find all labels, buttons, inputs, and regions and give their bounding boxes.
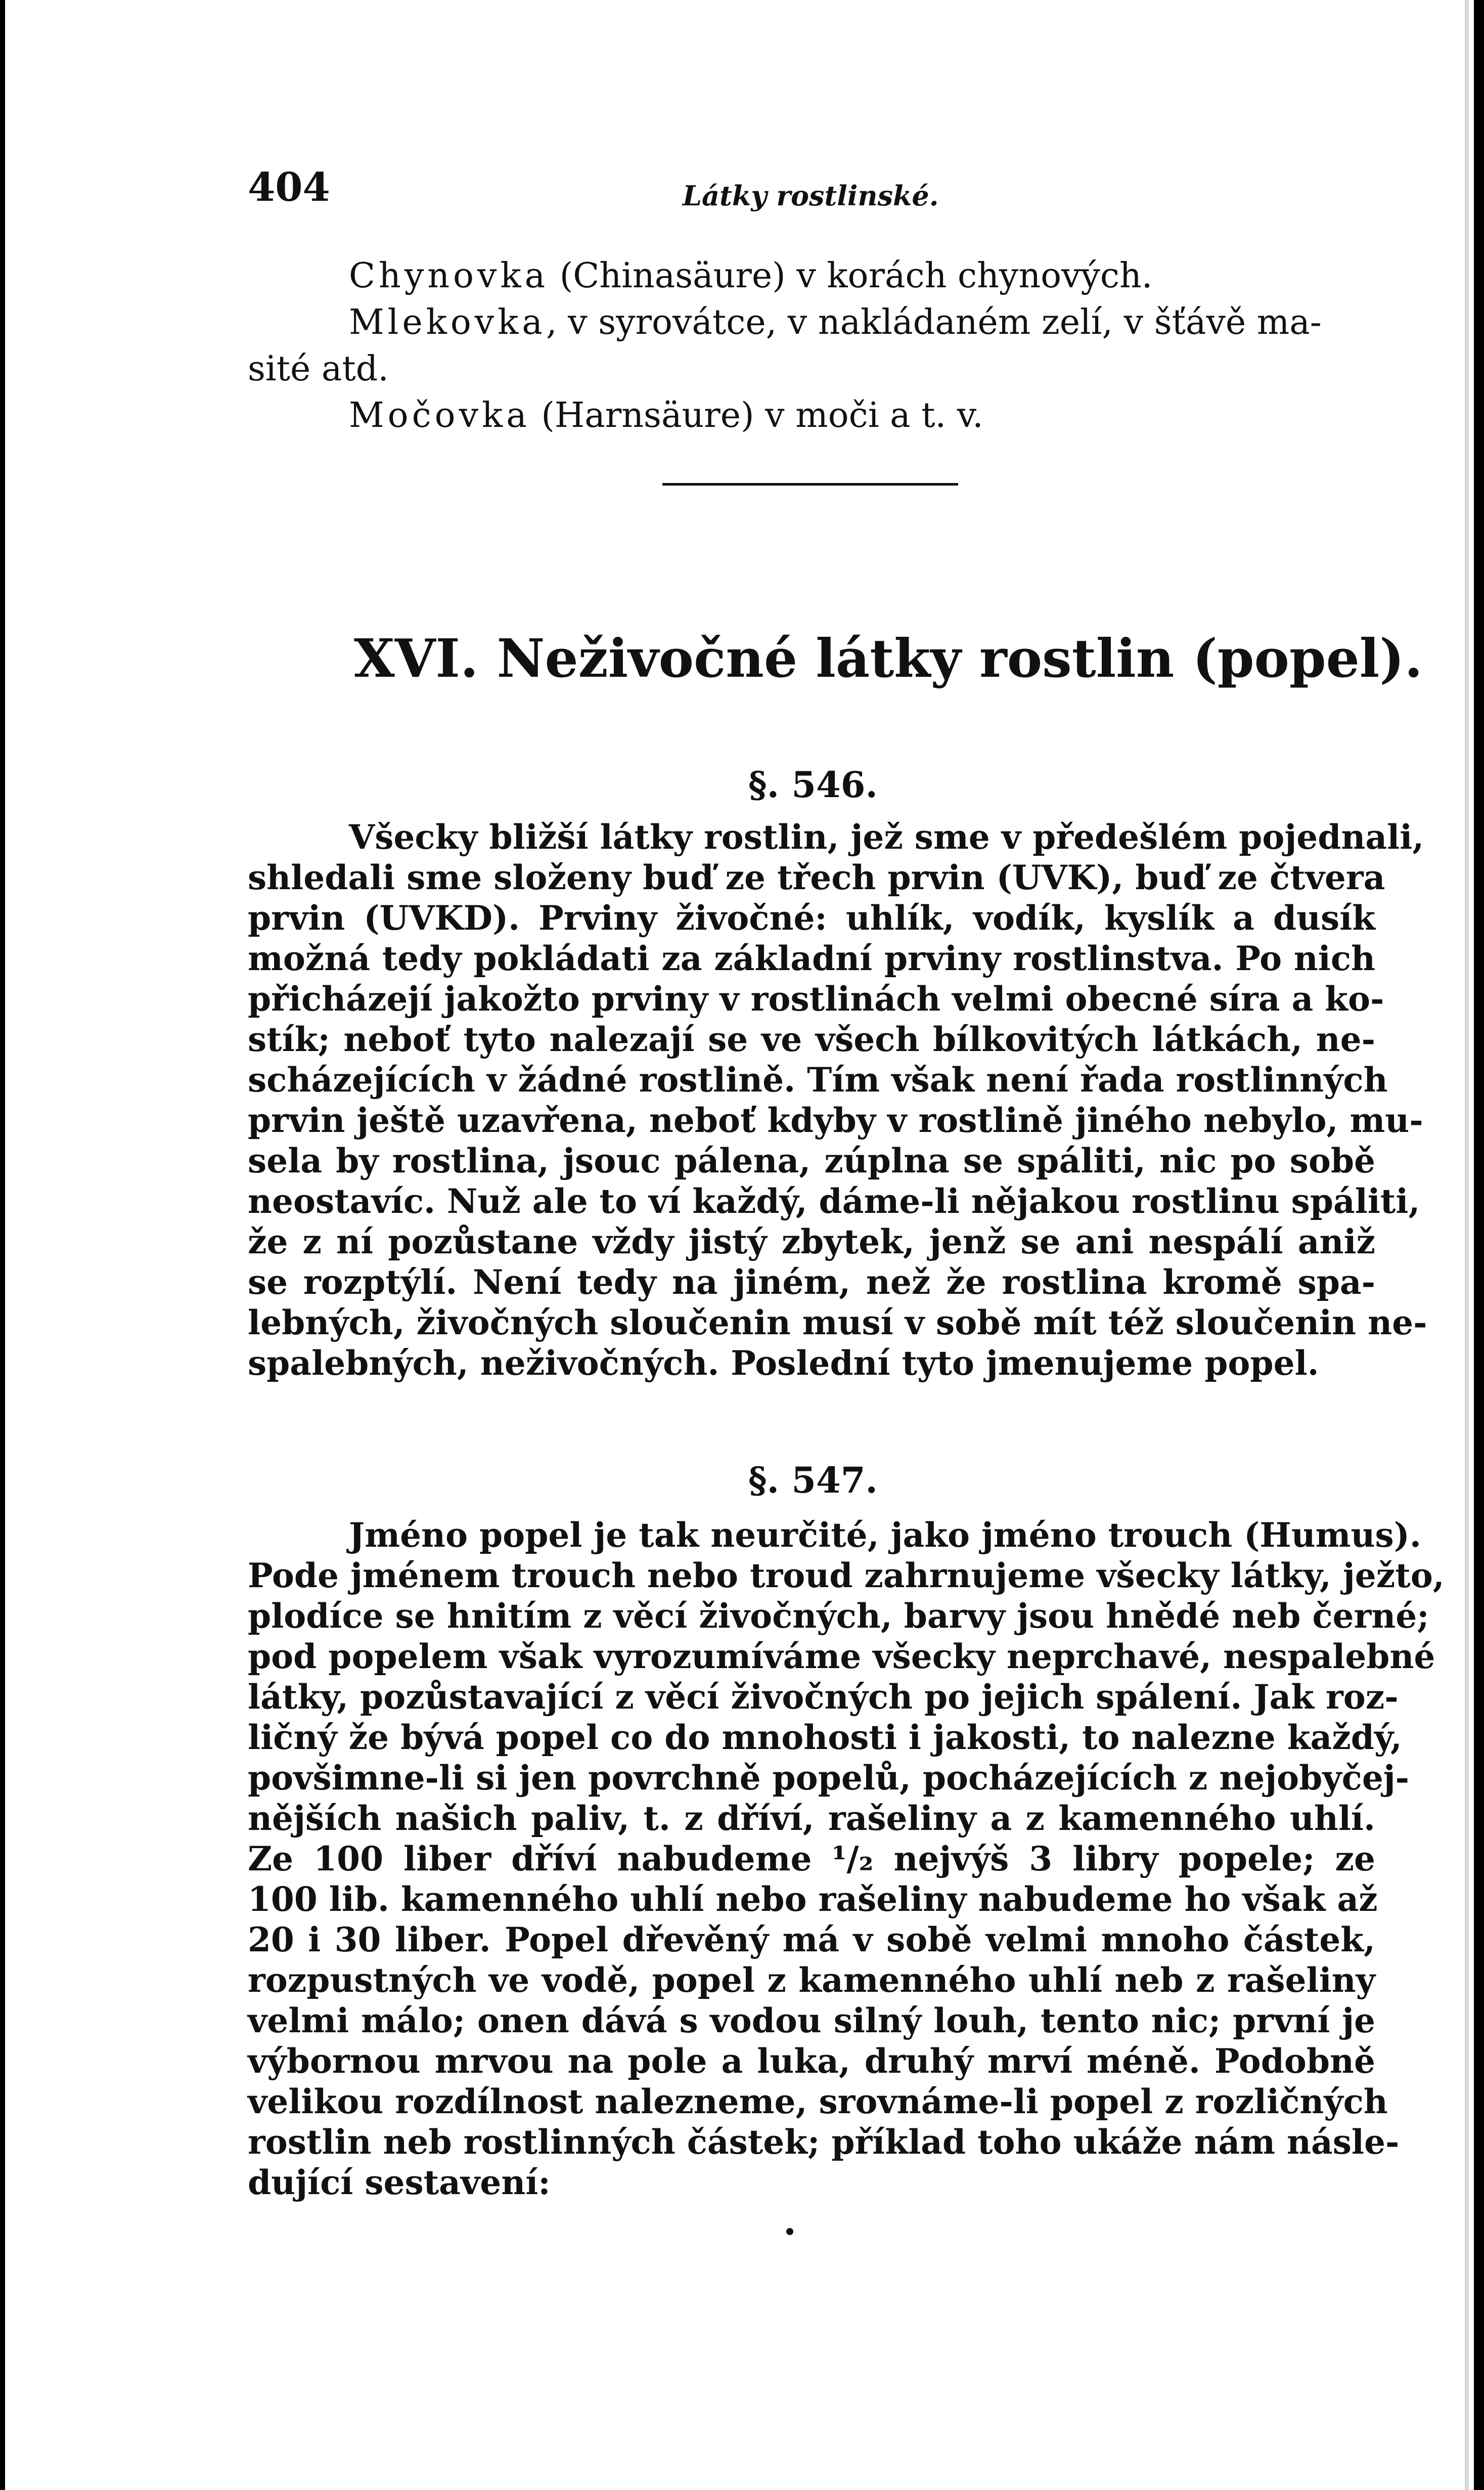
page-header [248, 164, 996, 220]
text-line: plodíce se hnitím z věcí živočných, barvy jsou hnědé neb černé; [248, 1596, 1429, 1636]
text-line: ličný že bývá popel co do mnohosti i jakosti, to nalezne každý, [248, 1718, 1402, 1757]
text-line: látky, pozůstavající z věcí živočných po jejich spálení. Jak roz- [248, 1677, 1399, 1717]
section-547-text [248, 1515, 1445, 2203]
acid-list [248, 253, 1375, 439]
text-line: Všecky bližší látky rostlin, jež sme v předešlém pojednali, [349, 817, 1424, 857]
term-description: , v syrovátce, v nakládaném zelí, v šťávě ma- [546, 302, 1322, 342]
list-item [248, 299, 1375, 346]
text-line: prvin ještě uzavřena, neboť kdyby v rostlině jiného nebylo, mu- [248, 1101, 1423, 1140]
text-line: scházejících v žádné rostlině. Tím však není řada rostlinných [248, 1060, 1388, 1100]
text-line: velikou rozdílnost nalezneme, srovnáme-li popel z rozličných [248, 2082, 1388, 2121]
text-line: nějších našich paliv, t. z dříví, rašeliny a z kamenného uhlí. [248, 1799, 1375, 1838]
list-item [248, 253, 1375, 299]
text-line: lebných, živočných sloučenin musí v sobě mít též sloučenin ne- [248, 1303, 1427, 1342]
term-description: sité atd. [248, 349, 389, 389]
text-line: dující sestavení: [248, 2163, 551, 2202]
term-description: (Harnsäure) v moči a t. v. [530, 396, 983, 435]
text-line: sela by rostlina, jsouc pálena, zúplna se spáliti, nic po sobě [248, 1141, 1375, 1181]
text-line: 100 lib. kamenného uhlí nebo rašeliny nabudeme ho však až [248, 1880, 1378, 1919]
text-line: prvin (UVKD). Prviny živočné: uhlík, vodík, kyslík a dusík [248, 898, 1375, 938]
chapter-title: XVI. Neživočné látky rostlin (popel). [354, 627, 1423, 689]
section-divider [662, 483, 958, 486]
text-line: rostlin neb rostlinných částek; příklad toho ukáže nám násle- [248, 2122, 1400, 2162]
text-line: možná tedy pokládati za základní prviny rostlinstva. Po nich [248, 939, 1375, 978]
list-item [248, 392, 1375, 439]
text-line: 20 i 30 liber. Popel dřevěný má v sobě velmi mnoho částek, [248, 1920, 1375, 1959]
text-line: velmi málo; onen dává s vodou silný louh, tento nic; první je [248, 2001, 1375, 2040]
text-line: že z ní pozůstane vždy jistý zbytek, jenž se ani nespálí aniž [248, 1222, 1375, 1261]
text-line: Ze 100 liber dříví nabudeme ¹/₂ nejvýš 3 libry popele; ze [248, 1839, 1375, 1879]
term-description: (Chinasäure) v korách chynových. [549, 256, 1153, 296]
section-number: §. 546. [748, 764, 878, 806]
text-line: Jméno popel je tak neurčité, jako jméno trouch (Humus). [349, 1515, 1421, 1555]
page-edge [1465, 0, 1469, 2490]
running-title: Látky rostlinské. [683, 180, 939, 212]
text-line: se rozptýlí. Není tedy na jiném, než že rostlina kromě spa- [248, 1262, 1375, 1302]
term: Mlekovka [349, 302, 546, 342]
text-line: rozpustných ve vodě, popel z kamenného uhlí neb z rašeliny [248, 1960, 1375, 2000]
text-line: neostavíc. Nuž ale to ví každý, dáme-li nějakou rostlinu spáliti, [248, 1182, 1420, 1221]
section-546-text [248, 817, 1427, 1383]
text-line: Pode jménem trouch nebo troud zahrnujeme všecky látky, ježto, [248, 1556, 1445, 1595]
text-line: stík; neboť tyto nalezají se ve všech bílkovitých látkách, ne- [248, 1020, 1375, 1059]
book-page [5, 0, 1474, 2490]
term: Chynovka [349, 256, 549, 296]
text-line: výbornou mrvou na pole a luka, druhý mrví méně. Podobně [248, 2041, 1375, 2081]
text-line: shledali sme složeny buď ze třech prvin (UVK), buď ze čtvera [248, 858, 1385, 897]
text-line: povšimne-li si jen povrchně popelů, pocházejících z nejobyčej- [248, 1758, 1410, 1798]
term: Močovka [349, 396, 530, 435]
section-number: §. 547. [748, 1459, 878, 1501]
page-number: 404 [248, 164, 330, 210]
text-line: pod popelem však vyrozumíváme všecky neprchavé, nespalebné [248, 1637, 1435, 1676]
text-line: spalebných, neživočných. Poslední tyto jmenujeme popel. [248, 1343, 1319, 1383]
list-item-continuation [248, 346, 1375, 392]
ink-dot [786, 2228, 793, 2235]
text-line: přicházejí jakožto prviny v rostlinách velmi obecné síra a ko- [248, 979, 1384, 1019]
